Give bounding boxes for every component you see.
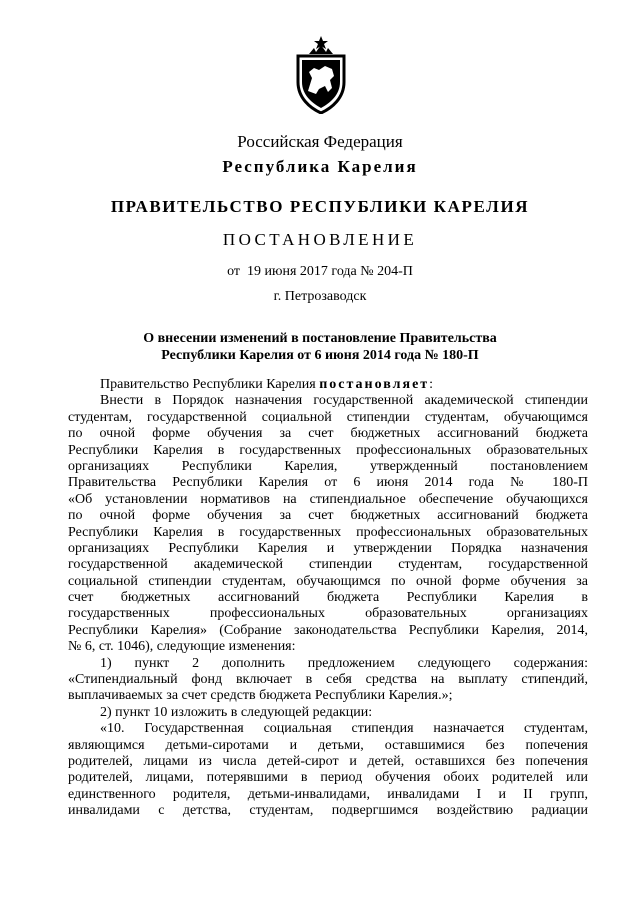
- country-name: Российская Федерация: [237, 132, 403, 151]
- body-line: студентам, государственной социальной стипендии студентам, обучающимся: [68, 409, 588, 425]
- city: г. Петрозаводск: [273, 289, 367, 304]
- document-subject: [0, 330, 640, 364]
- republic-name: Республика Карелия: [222, 157, 418, 176]
- body-line: Правительства Республики Карелия от 6 июня 2014 года № 180-П: [68, 475, 588, 491]
- intro-decree-word: постановляет: [319, 377, 430, 392]
- document-type: ПОСТАНОВЛЕНИЕ: [222, 230, 418, 249]
- body-line: единственного родителя, детьми-инвалидами, инвалидами I и II групп,: [68, 786, 588, 802]
- document-date-number: от 19 июня 2017 года № 204-П: [227, 264, 413, 279]
- body-line: инвалидами с детства, студентам, подвергшимся воздействию радиации: [68, 803, 588, 819]
- body-line: являющимся детьми-сиротами и детьми, оставшимися без попечения: [68, 737, 588, 753]
- body-line: по очной форме обучения за счет бюджетных ассигнований бюджета: [68, 426, 588, 442]
- government-title: ПРАВИТЕЛЬСТВО РЕСПУБЛИКИ КАРЕЛИЯ: [110, 197, 530, 216]
- body-line: родителей, лицами, потерявшими в период обучения обоих родителей или: [68, 770, 588, 786]
- intro-colon: :: [429, 377, 434, 392]
- body-line: Республики Карелия в государственных профессиональных образовательных: [68, 524, 588, 540]
- karelia-coat-of-arms-emblem: [292, 36, 350, 114]
- body-line: государственной академической стипендии студентам, государственной: [68, 557, 588, 573]
- body-line: счет бюджетных ассигнований бюджета Республики Карелия в: [68, 590, 588, 606]
- body-line: «Стипендиальный фонд включает в себя средства на выплату стипендий,: [68, 672, 588, 688]
- body-line: государственных профессиональных образовательных организациях: [68, 606, 588, 622]
- subject-line-1: О внесении изменений в постановление Правительства: [143, 331, 497, 346]
- body-line: организациях Республики Карелия и утверждении Порядка назначения: [68, 540, 588, 556]
- body-line: 1) пункт 2 дополнить предложением следующего содержания:: [100, 655, 588, 671]
- body-line: организациях Республики Карелия, утвержденный постановлением: [68, 458, 588, 474]
- body-line: Республики Карелия» (Собрание законодательства Республики Карелия, 2014,: [68, 622, 588, 638]
- body-line: выплачиваемых за счет средств бюджета Республики Карелия.»;: [68, 688, 453, 704]
- body-line: социальной стипендии студентам, обучающимся по очной форме обучения за: [68, 573, 588, 589]
- body-line: «Об установлении нормативов на стипендиальное обеспечение обучающихся: [68, 491, 588, 507]
- document-body: [68, 377, 588, 820]
- body-line: 2) пункт 10 изложить в следующей редакции:: [100, 704, 373, 720]
- intro-line: [68, 377, 588, 393]
- body-line: родителей, лицами из числа детей-сирот и детей, оставшихся без попечения: [68, 753, 588, 769]
- subject-line-2: Республики Карелия от 6 июня 2014 года № 180-П: [161, 348, 479, 363]
- body-line: Внести в Порядок назначения государственной академической стипендии: [100, 393, 588, 409]
- body-line: по очной форме обучения за счет бюджетных ассигнований бюджета: [68, 508, 588, 524]
- intro-text: Правительство Республики Карелия: [100, 377, 320, 392]
- body-line: «10. Государственная социальная стипендия назначается студентам,: [100, 721, 588, 737]
- body-line: Республики Карелия в государственных профессиональных образовательных: [68, 442, 588, 458]
- body-line: № 6, ст. 1046), следующие изменения:: [68, 639, 296, 655]
